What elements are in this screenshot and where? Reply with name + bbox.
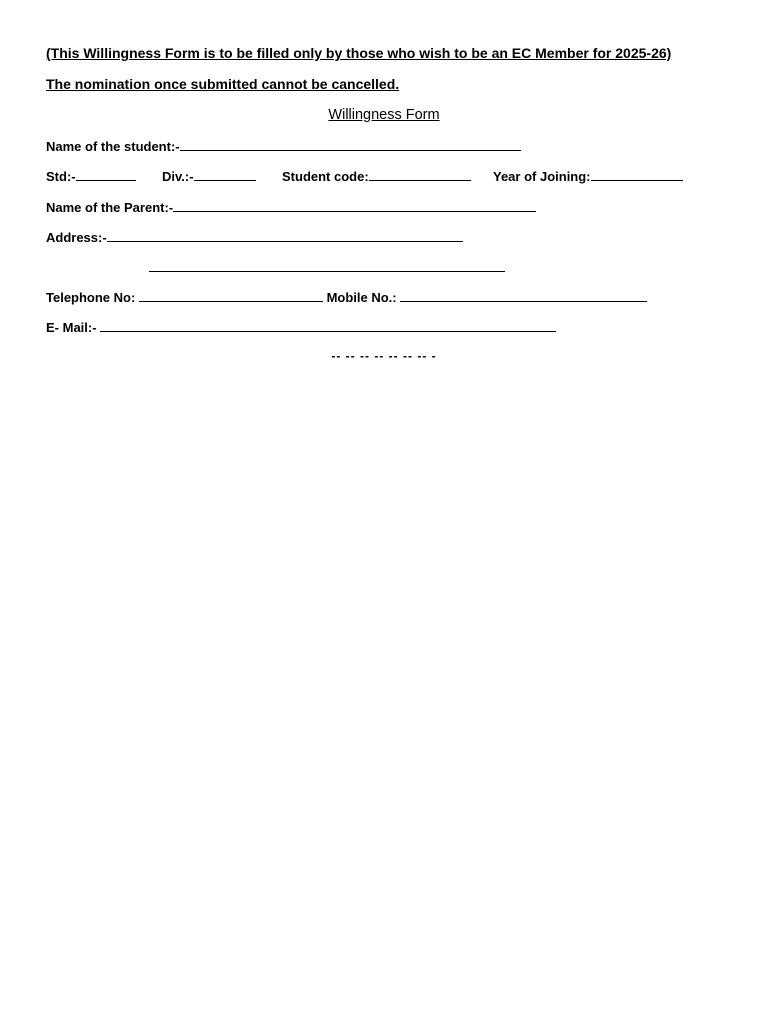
class-details-row	[46, 168, 683, 186]
std-field[interactable]	[76, 168, 136, 181]
student-name-row	[46, 138, 521, 156]
phone-row	[46, 289, 647, 307]
parent-name-row	[46, 199, 536, 217]
student-code-group	[282, 168, 493, 186]
year-of-joining-label: Year of Joining:	[493, 169, 591, 184]
div-field[interactable]	[194, 168, 256, 181]
address-label: Address:-	[46, 230, 107, 245]
std-label: Std:-	[46, 169, 76, 184]
student-name-field[interactable]	[180, 138, 521, 151]
form-title: Willingness Form	[328, 107, 440, 123]
email-row	[46, 319, 556, 337]
std-group	[46, 168, 162, 186]
student-code-label: Student code:	[282, 169, 369, 184]
email-field[interactable]	[100, 319, 556, 332]
div-label: Div.:-	[162, 169, 194, 184]
address-field-line1[interactable]	[107, 229, 463, 242]
telephone-label: Telephone No:	[46, 290, 136, 305]
mobile-field[interactable]	[400, 289, 647, 302]
student-name-label: Name of the student:-	[46, 139, 180, 154]
parent-name-field[interactable]	[173, 199, 536, 212]
parent-name-label: Name of the Parent:-	[46, 200, 174, 215]
end-of-form-marker: -- -- -- -- -- -- -- -	[331, 349, 437, 363]
address-field-line2[interactable]	[149, 259, 505, 272]
year-of-joining-group	[493, 168, 683, 186]
eligibility-notice: (This Willingness Form is to be filled only by those who wish to be an EC Member for 2025-26)	[46, 45, 672, 61]
address-row	[46, 229, 463, 247]
cancellation-notice: The nomination once submitted cannot be cancelled.	[46, 76, 400, 92]
div-group	[162, 168, 282, 186]
mobile-label: Mobile No.:	[326, 290, 397, 305]
year-of-joining-field[interactable]	[591, 168, 683, 181]
student-code-field[interactable]	[369, 168, 471, 181]
telephone-field[interactable]	[139, 289, 323, 302]
email-label: E- Mail:-	[46, 320, 97, 335]
address-continuation-row	[149, 259, 505, 277]
